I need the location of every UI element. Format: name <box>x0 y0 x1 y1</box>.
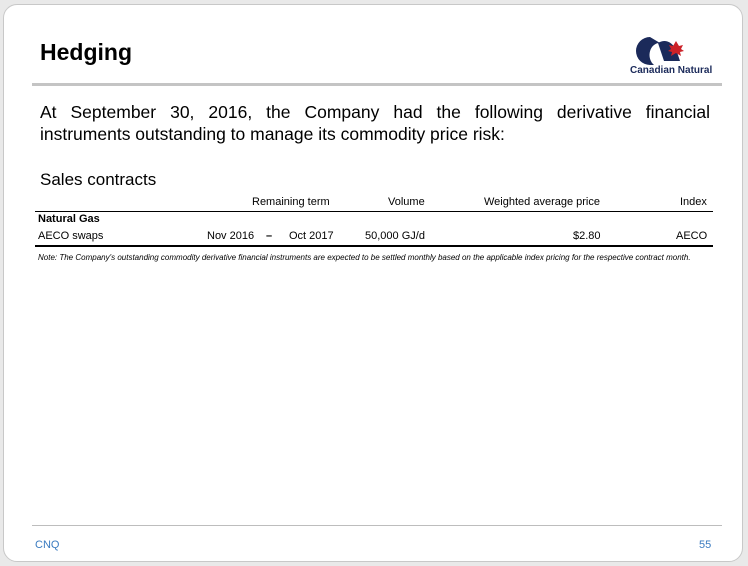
intro-paragraph: At September 30, 2016, the Company had the following derivative financial instruments outstanding to manage its commodity price risk: <box>40 102 710 144</box>
header-volume: Volume <box>388 196 425 208</box>
table-header-rule <box>35 211 713 212</box>
cell-start: Nov 2016 <box>207 230 255 242</box>
table-bottom-rule <box>35 245 713 247</box>
header-remaining-term: Remaining term <box>252 196 330 208</box>
section-subheading: Sales contracts <box>40 170 157 189</box>
header-weighted-average-price: Weighted average price <box>484 196 600 208</box>
header-index: Index <box>680 196 707 208</box>
title-divider <box>32 83 722 86</box>
cell-index: AECO <box>676 230 708 242</box>
cell-volume: 50,000 GJ/d <box>365 230 425 242</box>
slide-title: Hedging <box>40 39 132 65</box>
table-note: Note: The Company's outstanding commodity derivative financial instruments are expected to be settled monthly based on the applicable index pricing for the respective contract month. <box>38 253 691 262</box>
logo-text: Canadian Natural <box>630 65 713 76</box>
slide <box>3 4 743 562</box>
cell-instrument: AECO swaps <box>38 230 104 242</box>
cell-end: Oct 2017 <box>289 230 334 242</box>
footer-divider <box>32 525 722 526</box>
page-number: 55 <box>699 539 712 551</box>
cell-dash: – <box>266 230 273 242</box>
footer-company: CNQ <box>35 539 60 551</box>
table-group-label: Natural Gas <box>38 213 100 225</box>
cell-price: $2.80 <box>573 230 601 242</box>
